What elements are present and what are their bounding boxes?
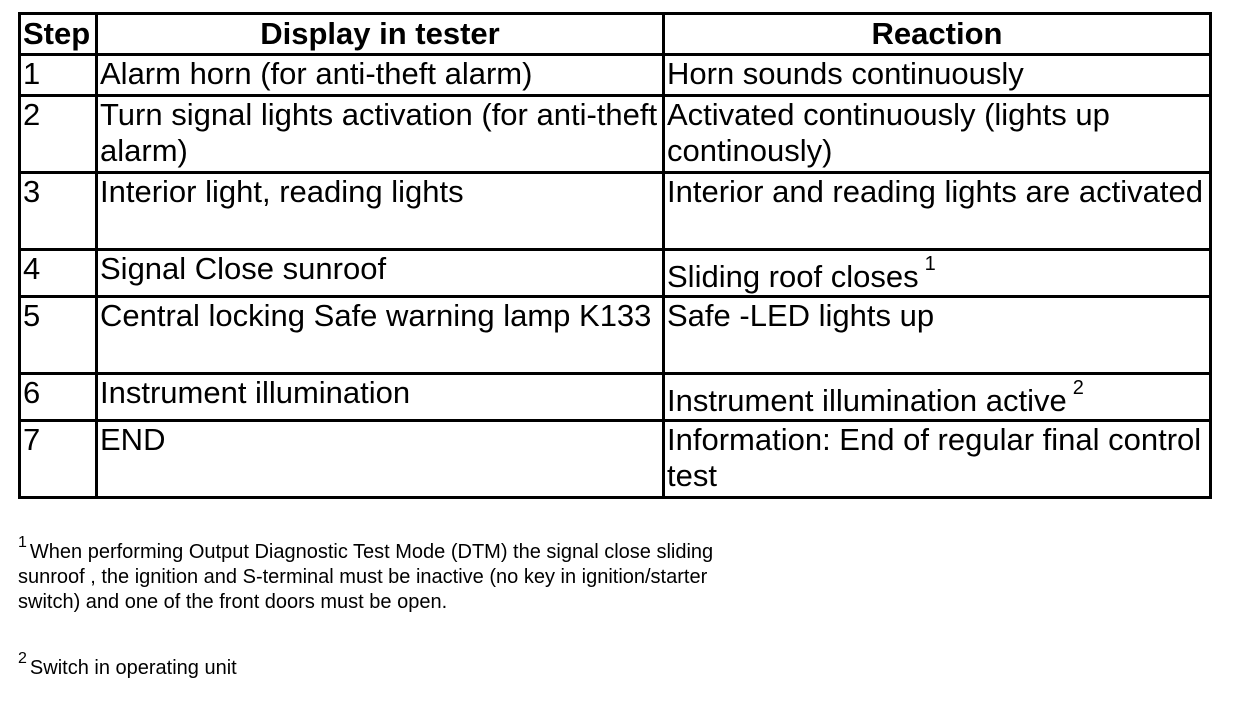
footnote-text: When performing Output Diagnostic Test Mode (DTM) the signal close sliding sunroof , the ignition and S-terminal must be inactive (no key in ignition/starter switch) and one of the front doors must be open. <box>18 541 714 613</box>
step-cell: 4 <box>20 250 97 297</box>
step-cell: 3 <box>20 173 97 250</box>
header-step: Step <box>20 14 97 55</box>
reaction-text: Safe -LED lights up <box>667 298 935 333</box>
reaction-cell <box>664 421 1211 498</box>
reaction-cell <box>664 250 1211 297</box>
table-header-row <box>20 14 1211 55</box>
display-cell: Alarm horn (for anti-theft alarm) <box>97 55 664 96</box>
step-cell: 1 <box>20 55 97 96</box>
footnote-2 <box>18 650 718 681</box>
footnote-1 <box>18 534 718 615</box>
table-row <box>20 297 1211 374</box>
reaction-text: Interior and reading lights are activated <box>667 174 1203 209</box>
step-cell: 2 <box>20 96 97 173</box>
table-row <box>20 96 1211 173</box>
header-display-in-tester: Display in tester <box>97 14 664 55</box>
reaction-text: Sliding roof closes <box>667 259 919 294</box>
reaction-cell <box>664 297 1211 374</box>
table-row <box>20 421 1211 498</box>
display-cell: Instrument illumination <box>97 374 664 421</box>
display-cell: Interior light, reading lights <box>97 173 664 250</box>
display-cell: END <box>97 421 664 498</box>
step-cell: 6 <box>20 374 97 421</box>
footnote-mark: 1 <box>18 534 27 552</box>
test-steps-table <box>18 12 1212 499</box>
reaction-cell <box>664 96 1211 173</box>
reaction-text: Horn sounds continuously <box>667 56 1024 91</box>
step-cell: 5 <box>20 297 97 374</box>
footnote-ref: 1 <box>924 252 936 275</box>
reaction-text: Information: End of regular final control test <box>667 422 1202 493</box>
header-reaction: Reaction <box>664 14 1211 55</box>
step-cell: 7 <box>20 421 97 498</box>
table-row <box>20 173 1211 250</box>
footnote-ref: 2 <box>1072 376 1084 399</box>
table-row <box>20 374 1211 421</box>
display-cell: Central locking Safe warning lamp K133 <box>97 297 664 374</box>
footnote-text: Switch in operating unit <box>29 657 237 679</box>
reaction-cell <box>664 55 1211 96</box>
table-row <box>20 250 1211 297</box>
reaction-cell <box>664 374 1211 421</box>
display-cell: Turn signal lights activation (for anti-theft alarm) <box>97 96 664 173</box>
display-cell: Signal Close sunroof <box>97 250 664 297</box>
reaction-text: Activated continuously (lights up continously) <box>667 97 1110 168</box>
reaction-text: Instrument illumination active <box>667 383 1067 418</box>
footnote-mark: 2 <box>18 650 27 668</box>
table-row <box>20 55 1211 96</box>
reaction-cell <box>664 173 1211 250</box>
